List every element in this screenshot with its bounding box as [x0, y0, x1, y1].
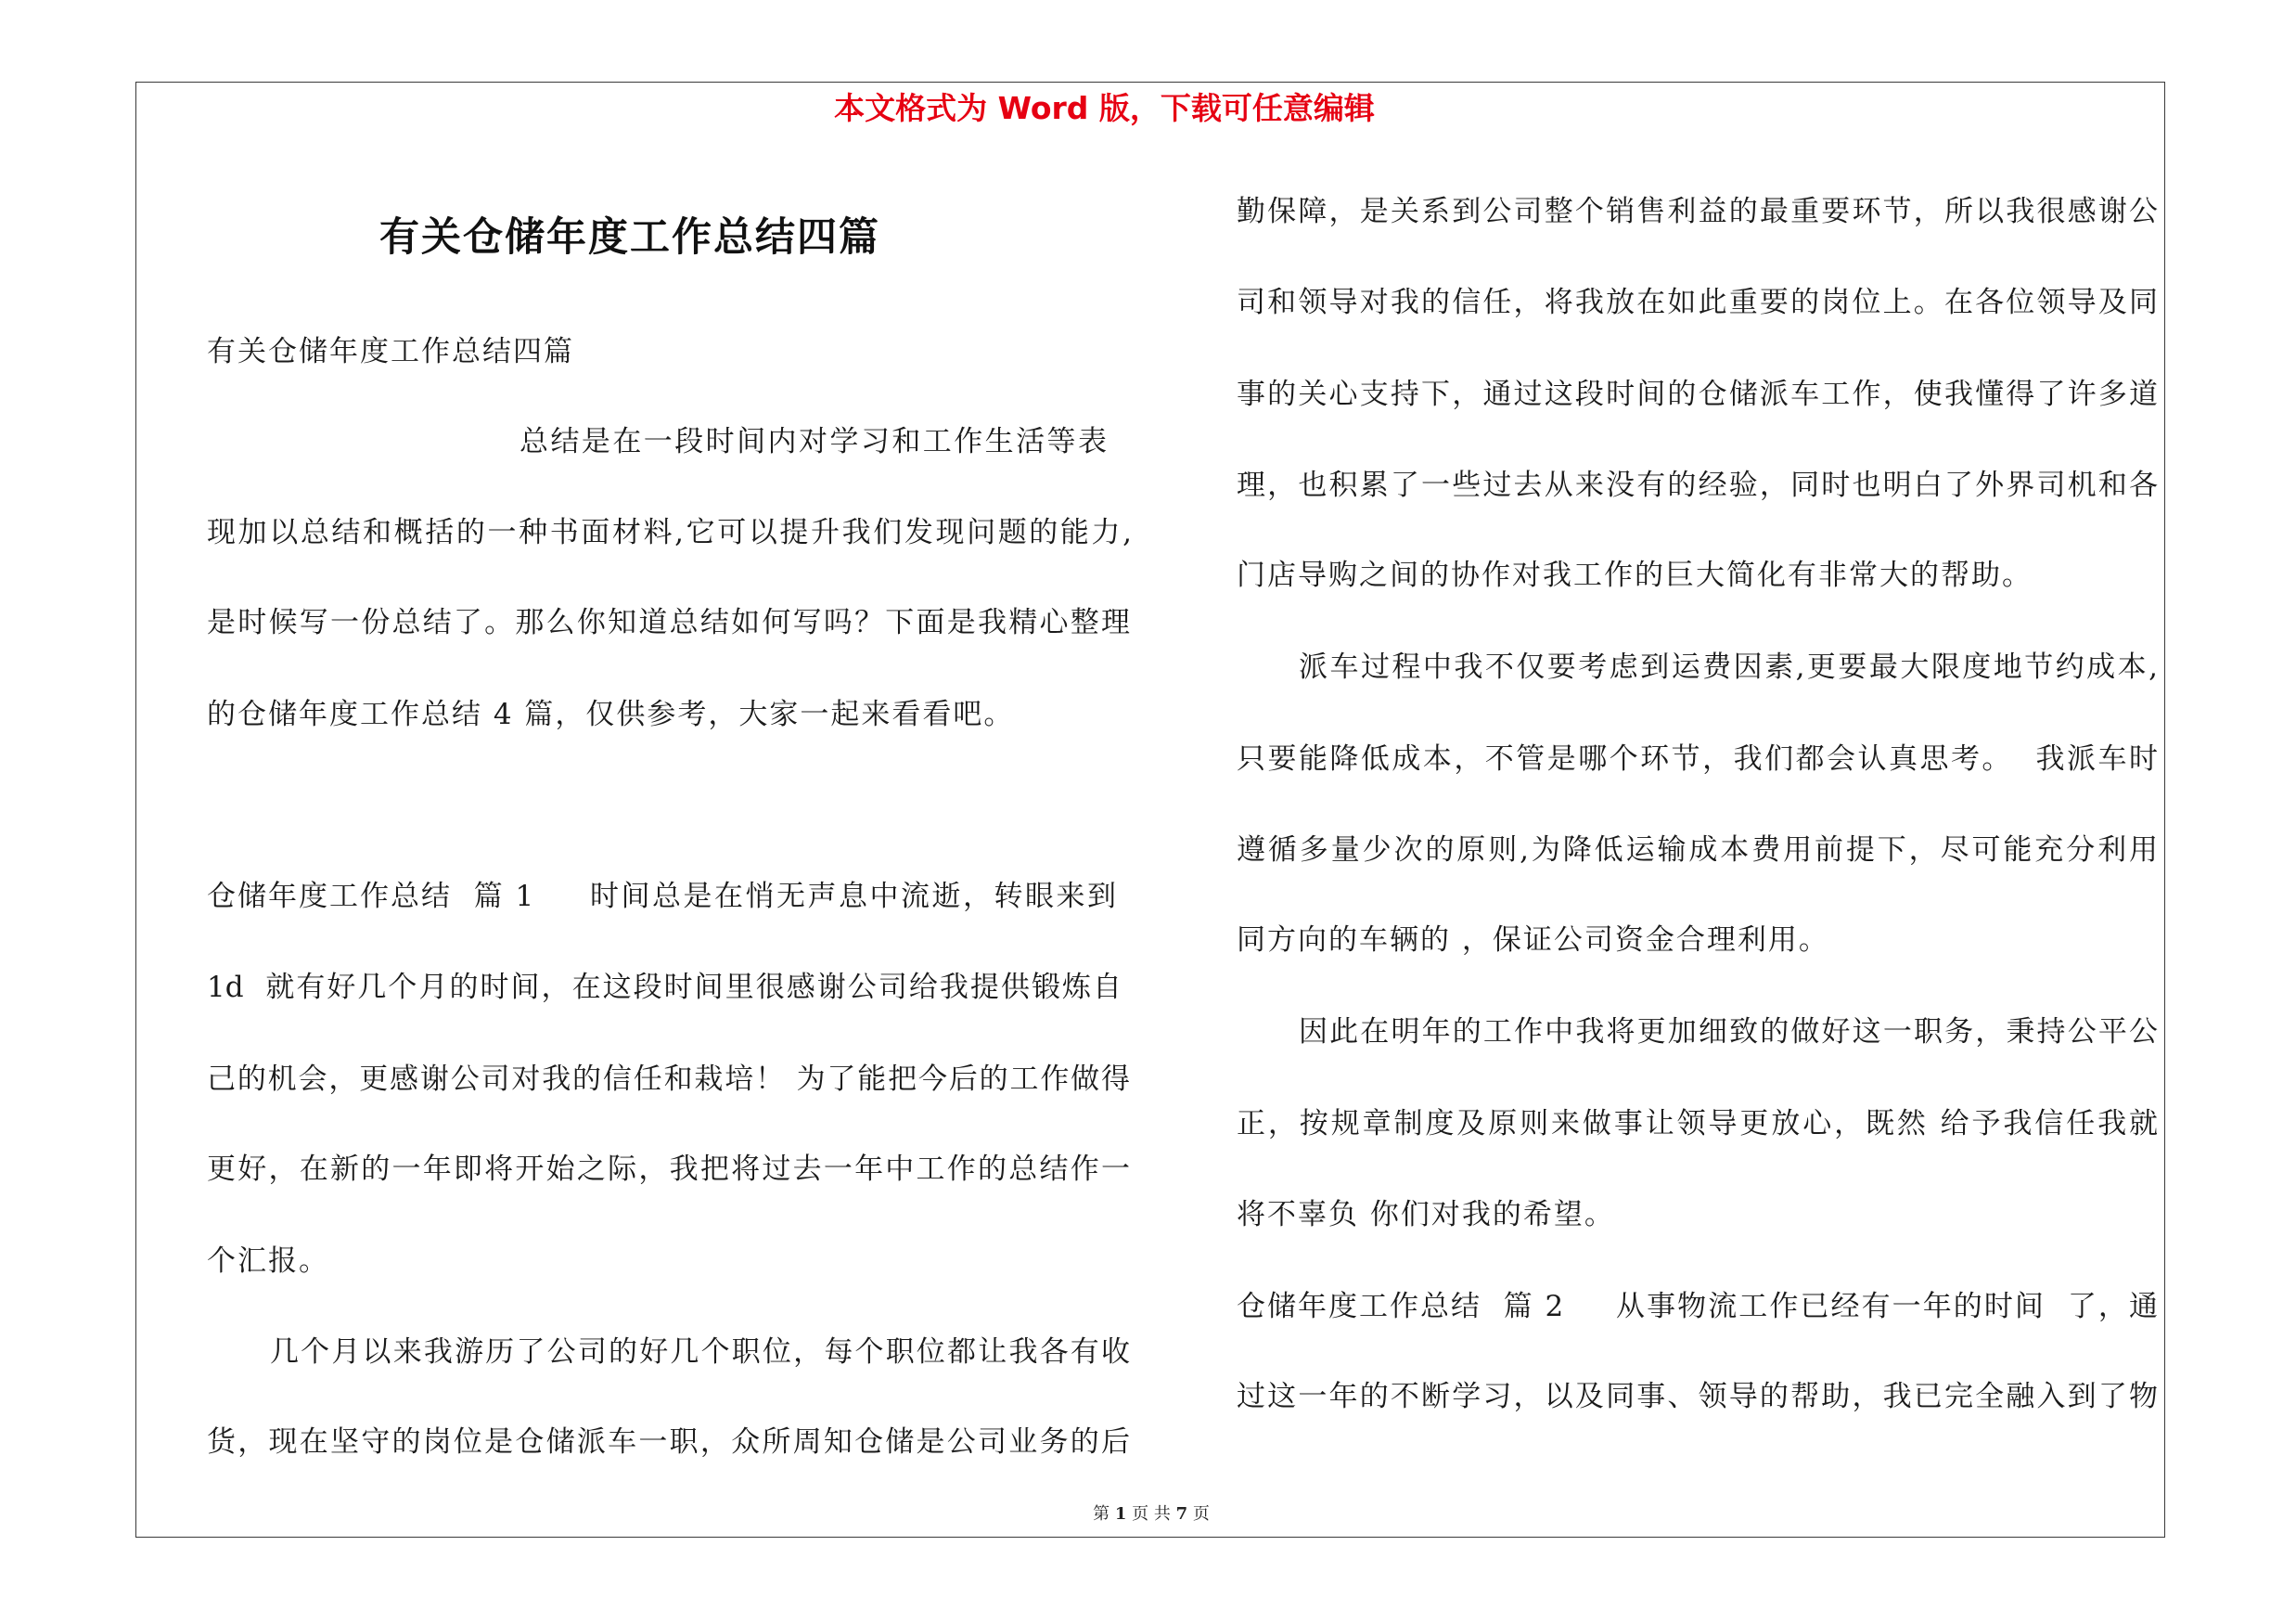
section-1-line: 1d 就有好几个月的时间，在这段时间里很感谢公司给我提供锻炼自	[207, 971, 1122, 1004]
right-column-line: 勤保障，是关系到公司整个销售利益的最重要环节，所以我很感谢公	[1237, 195, 2158, 228]
right-column-line: 因此在明年的工作中我将更加细致的做好这一职务，秉持公平公	[1299, 1015, 2158, 1049]
right-column-line: 事的关心支持下，通过这段时间的仓储派车工作，使我懂得了许多道	[1237, 378, 2158, 411]
section-1-line: 时间总是在悄无声息中流逝，转眼来到	[590, 880, 1116, 913]
intro-line: 有关仓储年度工作总结四篇	[207, 335, 574, 368]
intro-line: 是时候写一份总结了。那么你知道总结如何写吗？下面是我精心整理	[207, 606, 1130, 639]
right-column-line: 司和领导对我的信任，将我放在如此重要的岗位上。在各位领导及同	[1237, 286, 2158, 319]
section-1-line: 货，现在坚守的岗位是仓储派车一职，众所周知仓储是公司业务的后	[207, 1425, 1130, 1459]
current-page-number: 1	[1114, 1504, 1127, 1524]
right-column-line: 理，也积累了一些过去从来没有的经验，同时也明白了外界司机和各	[1237, 469, 2158, 502]
page-indicator-prefix: 第	[1093, 1504, 1115, 1524]
section-1-line: 更好，在新的一年即将开始之际，我把将过去一年中工作的总结作一	[207, 1153, 1130, 1186]
total-pages-number: 7	[1175, 1504, 1188, 1524]
right-column-line: 只要能降低成本，不管是哪个环节，我们都会认真思考。 我派车时	[1237, 742, 2158, 776]
page-indicator-suffix: 页	[1187, 1504, 1210, 1524]
section-1-heading: 仓储年度工作总结 篇 1	[207, 880, 536, 913]
format-notice: 本文格式为 Word 版，下载可任意编辑	[834, 90, 1375, 126]
right-column-line: 派车过程中我不仅要考虑到运费因素,更要最大限度地节约成本,	[1299, 650, 2158, 684]
right-column-line: 正，按规章制度及原则来做事让领导更放心，既然 给予我信任我就	[1237, 1107, 2158, 1140]
page-indicator-middle: 页 共	[1126, 1504, 1176, 1524]
section-1-line: 己的机会，更感谢公司对我的信任和栽培！ 为了能把今后的工作做得	[207, 1063, 1130, 1096]
section-1-line: 几个月以来我游历了公司的好几个职位，每个职位都让我各有收	[270, 1335, 1130, 1369]
right-column-line: 同方向的车辆的 ，保证公司资金合理利用。	[1237, 923, 1829, 957]
right-column-line: 门店导购之间的协作对我工作的巨大简化有非常大的帮助。	[1237, 559, 2033, 592]
intro-line: 现加以总结和概括的一种书面材料,它可以提升我们发现问题的能力,	[207, 516, 1132, 549]
intro-line: 总结是在一段时间内对学习和工作生活等表	[519, 425, 1107, 458]
section-2-line: 过这一年的不断学习，以及同事、领导的帮助，我已完全融入到了物	[1237, 1380, 2158, 1413]
section-1-line: 个汇报。	[207, 1244, 329, 1278]
page-indicator	[1058, 1502, 1244, 1526]
intro-line: 的仓储年度工作总结 4 篇，仅供参考，大家一起来看看吧。	[207, 698, 1015, 731]
document-title: 有关仓储年度工作总结四篇	[379, 214, 880, 261]
right-column-line: 将不辜负 你们对我的希望。	[1237, 1198, 1615, 1231]
section-2-line: 从事物流工作已经有一年的时间 了，通	[1616, 1290, 2158, 1323]
right-column-line: 遵循多量少次的原则,为降低运输成本费用前提下，尽可能充分利用	[1237, 833, 2158, 867]
section-2-heading: 仓储年度工作总结 篇 2	[1237, 1290, 1566, 1323]
